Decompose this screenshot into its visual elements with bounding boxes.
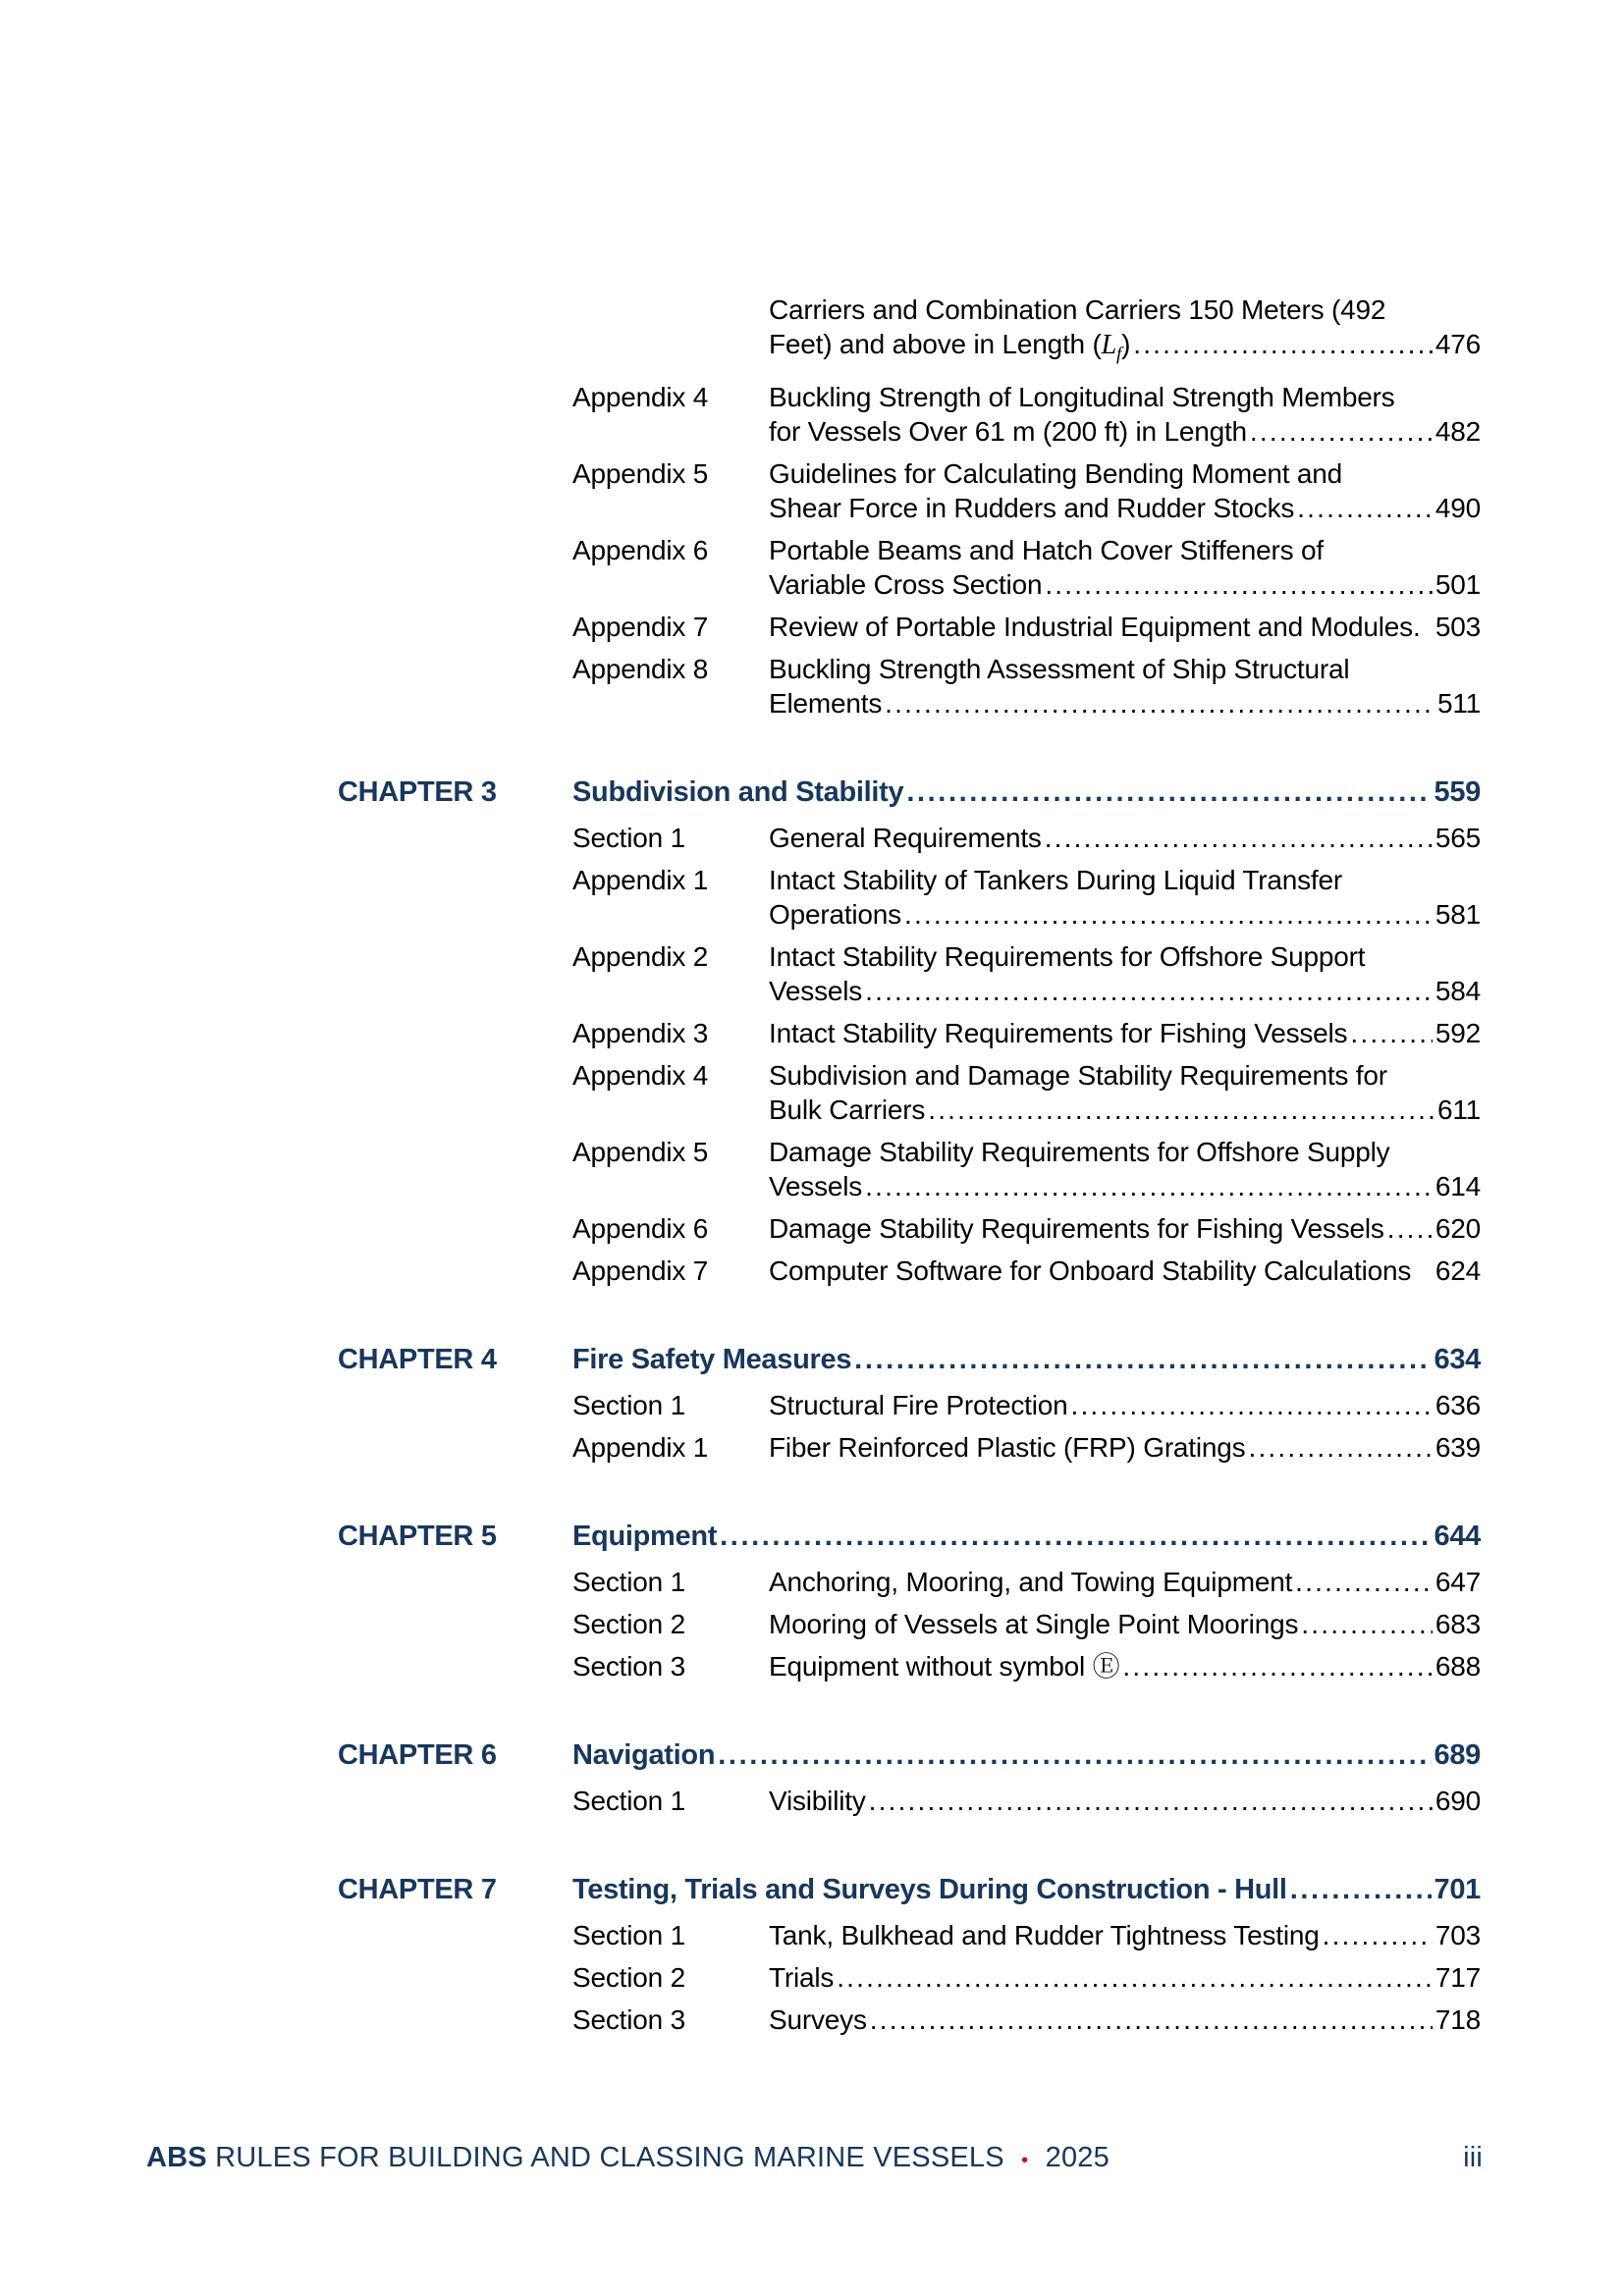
dot-leader	[720, 1516, 1431, 1557]
chapter-label: CHAPTER 6	[338, 1738, 497, 1771]
entry-title-text: Damage Stability Requirements for Offshore Supply	[769, 1136, 1390, 1167]
entry-title-text: Bulk Carriers	[769, 1094, 926, 1125]
dot-leader	[865, 1169, 1433, 1203]
entry-page-number: 690	[1435, 1785, 1481, 1816]
toc-entry	[338, 1211, 1481, 1246]
entry-line	[769, 1169, 1481, 1203]
entry-title-text: Trials	[769, 1961, 835, 1993]
entry-title-text: Mooring of Vessels at Single Point Moorings	[769, 1608, 1299, 1639]
entry-body	[769, 610, 1481, 644]
entry-page-number: 476	[1435, 329, 1481, 359]
entry-label: Section 1	[572, 1389, 685, 1420]
dot-leader	[1133, 327, 1433, 361]
entry-title-text: Fiber Reinforced Plastic (FRP) Gratings	[769, 1431, 1246, 1463]
entry-label: Section 3	[572, 1650, 685, 1682]
toc-block	[338, 1339, 1481, 1465]
entry-body	[769, 1565, 1481, 1599]
entry-title-text: Visibility	[769, 1785, 866, 1816]
entry-line	[769, 567, 1481, 602]
entry-title-text: Computer Software for Onboard Stability Calculations	[769, 1255, 1412, 1286]
chapter-title: Fire Safety Measures	[572, 1343, 852, 1375]
entry-title-text: Vessels	[769, 975, 863, 1006]
toc-entry	[338, 456, 1481, 525]
toc-entry	[338, 1649, 1481, 1683]
entry-label: Appendix 3	[572, 1017, 709, 1048]
entry-line	[769, 1430, 1481, 1465]
entry-body	[769, 2002, 1481, 2037]
chapter-page-number: 634	[1434, 1343, 1481, 1375]
entry-page-number: 717	[1435, 1961, 1481, 1993]
entry-line	[769, 974, 1481, 1008]
chapter-title: Testing, Trials and Surveys During Construction - Hull	[572, 1873, 1287, 1905]
entry-label: Appendix 4	[572, 381, 709, 412]
entry-label: Appendix 7	[572, 611, 709, 642]
entry-page-number: 636	[1435, 1389, 1481, 1420]
entry-title-text: Feet) and above in Length $(L_f)$	[769, 329, 1131, 365]
entry-body	[769, 652, 1481, 721]
toc-entry	[338, 610, 1481, 644]
page-footer	[146, 2142, 1483, 2174]
chapter-label: CHAPTER 7	[338, 1873, 497, 1905]
dot-leader	[1323, 1918, 1433, 1952]
footer-doc-title	[146, 2142, 1110, 2174]
entry-line	[769, 456, 1481, 491]
entry-title-text: Variable Cross Section	[769, 568, 1043, 600]
entry-label: Appendix 6	[572, 1212, 709, 1244]
toc-entry	[338, 1254, 1481, 1288]
entry-body	[769, 1254, 1481, 1288]
toc-entry	[338, 1607, 1481, 1641]
entry-label: Appendix 5	[572, 1136, 709, 1167]
toc-entry	[338, 1388, 1481, 1422]
chapter-page-number: 644	[1434, 1520, 1481, 1552]
footer-brand: ABS	[146, 2142, 207, 2173]
entry-title-text: Elements	[769, 687, 883, 719]
dot-leader	[906, 772, 1431, 813]
entry-label: Appendix 1	[572, 864, 709, 895]
toc-entry	[338, 652, 1481, 721]
dot-leader	[854, 1339, 1431, 1380]
entry-page-number: 620	[1435, 1212, 1481, 1244]
dot-leader	[1290, 1869, 1432, 1910]
entry-line	[769, 1607, 1481, 1641]
entry-page-number: 501	[1435, 568, 1481, 600]
entry-title-text: Surveys	[769, 2003, 867, 2035]
toc-block	[338, 1516, 1481, 1683]
toc-block	[338, 772, 1481, 1288]
entry-title-text: Tank, Bulkhead and Rudder Tightness Testing	[769, 1919, 1320, 1950]
entry-line	[769, 293, 1481, 327]
chapter-page-number: 701	[1434, 1873, 1481, 1905]
toc-entry	[338, 1135, 1481, 1203]
footer-year: 2025	[1045, 2142, 1110, 2173]
entry-line	[769, 380, 1481, 414]
entry-line	[769, 1093, 1481, 1127]
table-of-contents	[338, 285, 1481, 2037]
chapter-heading-row	[338, 1516, 1481, 1557]
entry-label: Appendix 7	[572, 1255, 709, 1286]
math-subscript: f	[1116, 344, 1122, 365]
entry-line	[769, 414, 1481, 449]
entry-label: Appendix 6	[572, 534, 709, 565]
entry-line	[769, 821, 1481, 855]
entry-body	[769, 1960, 1481, 1995]
chapter-heading-row	[338, 1339, 1481, 1380]
toc-entry	[338, 1565, 1481, 1599]
toc-entry	[338, 1918, 1481, 1952]
entry-label: Section 2	[572, 1961, 685, 1993]
dot-leader	[1301, 1607, 1433, 1641]
toc-block	[338, 1735, 1481, 1818]
entry-title-text: Anchoring, Mooring, and Towing Equipment	[769, 1566, 1293, 1597]
entry-page-number: 647	[1435, 1566, 1481, 1597]
entry-line	[769, 1784, 1481, 1818]
entry-body	[769, 1784, 1481, 1818]
dot-leader	[1045, 821, 1433, 855]
entry-body	[769, 1016, 1481, 1050]
entry-title-text: Structural Fire Protection	[769, 1389, 1068, 1420]
entry-page-number: 511	[1436, 687, 1481, 719]
entry-page-number: 565	[1435, 822, 1481, 853]
entry-body	[769, 863, 1481, 932]
dot-leader	[1122, 1649, 1432, 1683]
entry-line	[769, 1565, 1481, 1599]
entry-page-number: 611	[1436, 1094, 1481, 1125]
entry-page-number: 482	[1435, 415, 1481, 447]
entry-body	[769, 1607, 1481, 1641]
entry-label: Section 3	[572, 2003, 685, 2035]
entry-body	[769, 1211, 1481, 1246]
dot-leader	[1250, 414, 1433, 449]
entry-label: Section 1	[572, 822, 685, 853]
entry-page-number: 503	[1435, 611, 1481, 642]
entry-line	[769, 1649, 1481, 1683]
footer-title-text: RULES FOR BUILDING AND CLASSING MARINE VESSELS	[215, 2142, 1004, 2173]
entry-page-number: 639	[1435, 1431, 1481, 1463]
entry-page-number: 703	[1435, 1919, 1481, 1950]
entry-line	[769, 897, 1481, 932]
toc-block	[338, 293, 1481, 721]
toc-entry	[338, 821, 1481, 855]
dot-leader	[718, 1735, 1431, 1776]
entry-line	[769, 1016, 1481, 1050]
entry-line	[769, 1388, 1481, 1422]
entry-body	[769, 456, 1481, 525]
chapter-label: CHAPTER 4	[338, 1343, 497, 1375]
entry-page-number: 718	[1435, 2003, 1481, 2035]
dot-leader	[837, 1960, 1433, 1995]
entry-line	[769, 863, 1481, 897]
toc-entry	[338, 380, 1481, 449]
entry-title-text: Carriers and Combination Carriers 150 Meters (492	[769, 294, 1386, 325]
toc-entry	[338, 1960, 1481, 1995]
dot-leader	[1248, 1430, 1432, 1465]
entry-body	[769, 1918, 1481, 1952]
entry-title-text: Review of Portable Industrial Equipment and Modules.	[769, 611, 1421, 642]
dot-leader	[904, 897, 1433, 932]
entry-title-text: for Vessels Over 61 m (200 ft) in Length	[769, 415, 1247, 447]
entry-line	[769, 686, 1481, 721]
entry-page-number: 581	[1435, 898, 1481, 930]
entry-title-text: Buckling Strength Assessment of Ship Structural	[769, 653, 1350, 684]
entry-label: Section 2	[572, 1608, 685, 1639]
entry-label: Appendix 2	[572, 940, 709, 972]
entry-body	[769, 533, 1481, 602]
entry-label: Appendix 8	[572, 653, 709, 684]
entry-page-number: 624	[1435, 1255, 1481, 1286]
entry-title-text: Operations	[769, 898, 901, 930]
entry-line	[769, 610, 1481, 644]
entry-title-text: General Requirements	[769, 822, 1042, 853]
chapter-title: Subdivision and Stability	[572, 775, 904, 808]
chapter-label: CHAPTER 5	[338, 1520, 497, 1552]
chapter-heading-row	[338, 772, 1481, 813]
entry-body	[769, 380, 1481, 449]
entry-title-text: Guidelines for Calculating Bending Moment and	[769, 457, 1343, 489]
entry-body	[769, 293, 1481, 372]
chapter-title: Navigation	[572, 1738, 716, 1771]
entry-line	[769, 1918, 1481, 1952]
entry-line	[769, 939, 1481, 974]
chapter-heading-row	[338, 1869, 1481, 1910]
entry-line	[769, 327, 1481, 372]
toc-entry	[338, 2002, 1481, 2037]
entry-line	[769, 491, 1481, 525]
entry-title-text: Intact Stability Requirements for Fishing Vessels	[769, 1017, 1348, 1048]
dot-leader	[1070, 1388, 1432, 1422]
chapter-heading-row	[338, 1735, 1481, 1776]
entry-line	[769, 1211, 1481, 1246]
toc-entry	[338, 293, 1481, 372]
entry-label: Section 1	[572, 1785, 685, 1816]
entry-body	[769, 1649, 1481, 1683]
entry-body	[769, 1135, 1481, 1203]
dot-leader	[1350, 1016, 1433, 1050]
entry-label: Appendix 5	[572, 457, 709, 489]
entry-label: Section 1	[572, 1566, 685, 1597]
entry-page-number: 592	[1435, 1017, 1481, 1048]
entry-title-text: Buckling Strength of Longitudinal Strength Members	[769, 381, 1395, 412]
entry-line	[769, 652, 1481, 686]
dot-leader	[865, 974, 1433, 1008]
chapter-page-number: 559	[1434, 775, 1481, 808]
math-variable: L	[1101, 330, 1116, 360]
toc-entry	[338, 863, 1481, 932]
entry-line	[769, 1960, 1481, 1995]
entry-title-text: Damage Stability Requirements for Fishing Vessels	[769, 1212, 1384, 1244]
entry-body	[769, 821, 1481, 855]
entry-label: Appendix 1	[572, 1431, 709, 1463]
entry-page-number: 683	[1435, 1608, 1481, 1639]
entry-body	[769, 1430, 1481, 1465]
entry-page-number: 584	[1435, 975, 1481, 1006]
entry-line	[769, 1254, 1481, 1288]
toc-entry	[338, 1784, 1481, 1818]
entry-line	[769, 533, 1481, 567]
entry-line	[769, 1058, 1481, 1093]
entry-body	[769, 939, 1481, 1008]
entry-page-number: 688	[1435, 1650, 1481, 1682]
dot-leader	[1295, 1565, 1433, 1599]
entry-title-text: Equipment without symbol Ⓔ	[769, 1650, 1120, 1682]
entry-line	[769, 1135, 1481, 1169]
entry-title-text: Intact Stability of Tankers During Liquid Transfer	[769, 864, 1343, 895]
toc-entry	[338, 1016, 1481, 1050]
footer-separator-dot: •	[1021, 2150, 1029, 2171]
chapter-label: CHAPTER 3	[338, 775, 497, 808]
chapter-page-number: 689	[1434, 1738, 1481, 1771]
toc-entry	[338, 939, 1481, 1008]
entry-title-text: Intact Stability Requirements for Offshore Support	[769, 940, 1366, 972]
dot-leader	[1297, 491, 1433, 525]
entry-title-text: Shear Force in Rudders and Rudder Stocks	[769, 492, 1295, 523]
dot-leader	[869, 1784, 1433, 1818]
entry-label: Appendix 4	[572, 1059, 709, 1091]
toc-entry	[338, 1430, 1481, 1465]
entry-body	[769, 1388, 1481, 1422]
entry-page-number: 614	[1435, 1170, 1481, 1201]
entry-title-text: Subdivision and Damage Stability Requirements for	[769, 1059, 1387, 1091]
entry-page-number: 490	[1435, 492, 1481, 523]
entry-label: Section 1	[572, 1919, 685, 1950]
toc-entry	[338, 1058, 1481, 1127]
toc-entry	[338, 533, 1481, 602]
entry-title-text: Vessels	[769, 1170, 863, 1201]
dot-leader	[1387, 1211, 1433, 1246]
dot-leader	[870, 2002, 1433, 2037]
dot-leader	[1045, 567, 1433, 602]
entry-body	[769, 1058, 1481, 1127]
entry-line	[769, 2002, 1481, 2037]
dot-leader	[928, 1093, 1435, 1127]
footer-page-number: iii	[1463, 2142, 1483, 2173]
chapter-title: Equipment	[572, 1520, 718, 1552]
toc-block	[338, 1869, 1481, 2037]
dot-leader	[885, 686, 1435, 721]
entry-title-text: Portable Beams and Hatch Cover Stiffeners of	[769, 534, 1324, 565]
